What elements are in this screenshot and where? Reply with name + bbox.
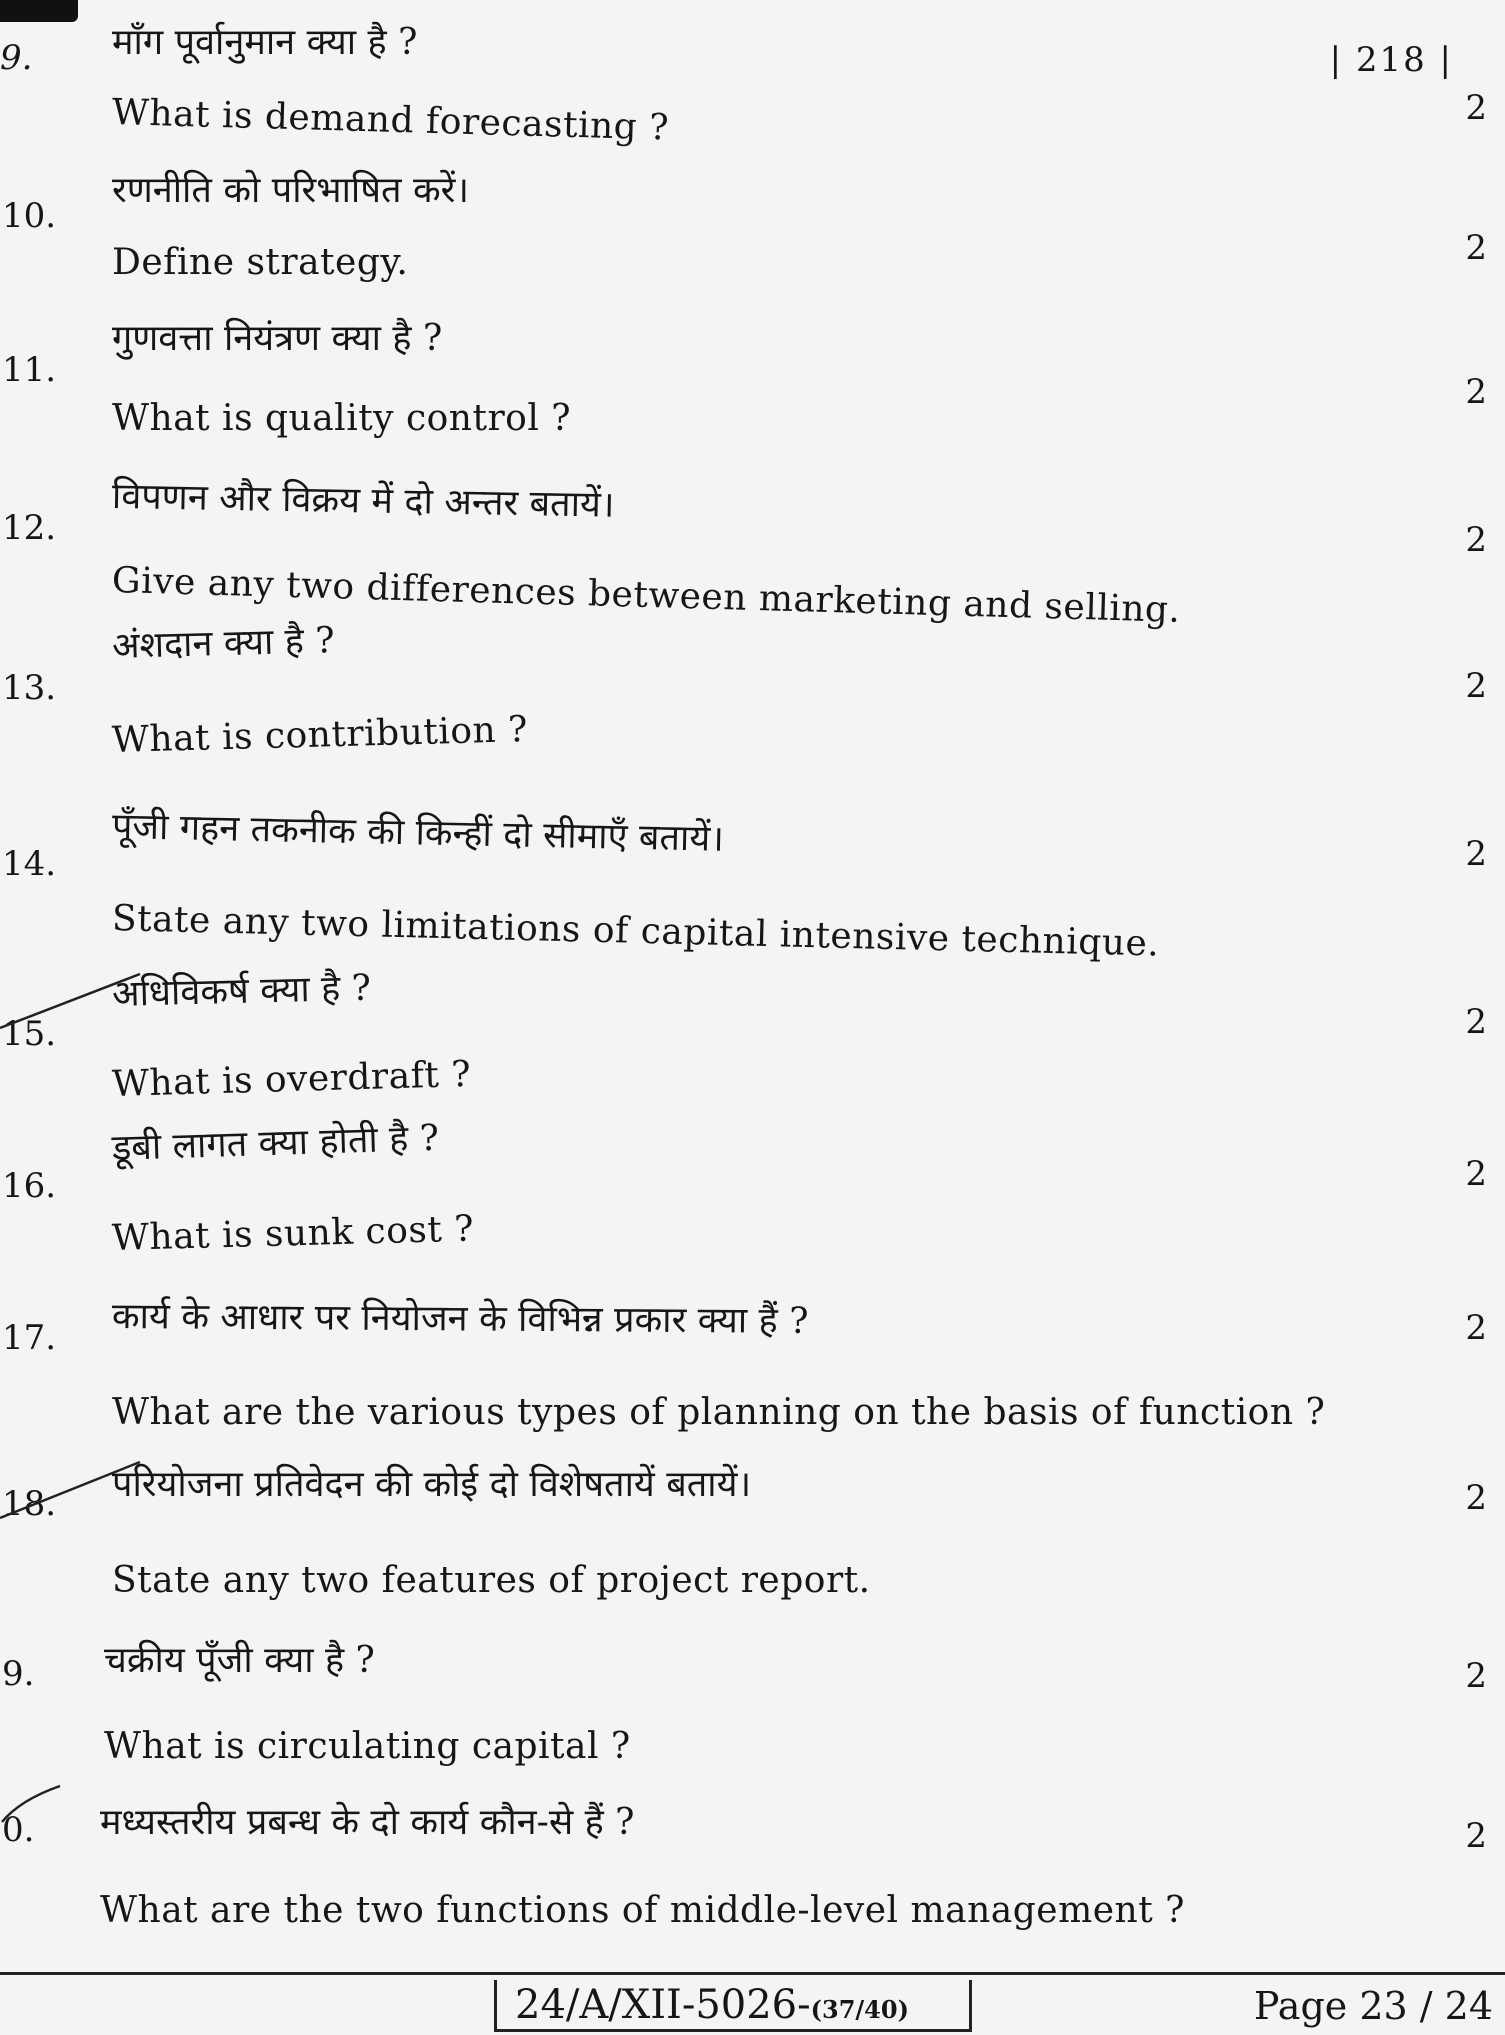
- question-marks: 2: [1465, 1816, 1487, 1856]
- question-hindi: माँग पूर्वानुमान क्या है ?: [112, 22, 418, 63]
- question-marks: 2: [1465, 228, 1487, 268]
- question-marks: 2: [1465, 1656, 1487, 1696]
- question-hindi: परियोजना प्रतिवेदन की कोई दो विशेषतायें बतायें।: [112, 1464, 752, 1505]
- question-hindi: गुणवत्ता नियंत्रण क्या है ?: [112, 318, 443, 359]
- question-marks: 2: [1465, 666, 1487, 706]
- question-number: 0.: [2, 1810, 35, 1850]
- corner-mark: [0, 0, 78, 22]
- question-english: Define strategy.: [112, 242, 409, 283]
- question-marks: 2: [1465, 1308, 1487, 1348]
- question-number: 9.: [0, 38, 33, 78]
- question-marks: 2: [1465, 1002, 1487, 1042]
- question-english: State any two limitations of capital intensive technique.: [111, 898, 1160, 965]
- footer-rule: [0, 1972, 1505, 1975]
- question-hindi: अंशदान क्या है ?: [111, 620, 336, 667]
- question-english: What is overdraft ?: [111, 1053, 472, 1105]
- question-hindi: अधिविकर्ष क्या है ?: [111, 967, 372, 1015]
- paper-code: | 218 |: [1329, 40, 1453, 80]
- question-hindi: विपणन और विक्रय में दो अन्तर बतायें।: [111, 476, 615, 526]
- question-hindi: मध्यस्तरीय प्रबन्ध के दो कार्य कौन-से हैं ?: [100, 1802, 635, 1843]
- question-number: 15.: [2, 1014, 57, 1054]
- footer-paper-code: [494, 1980, 972, 2032]
- question-hindi: कार्य के आधार पर नियोजन के विभिन्न प्रकार क्या हैं ?: [111, 1296, 809, 1342]
- question-marks: 2: [1465, 1154, 1487, 1194]
- question-hindi: रणनीति को परिभाषित करें।: [112, 170, 469, 211]
- question-number: 17.: [2, 1318, 57, 1358]
- question-english: What are the various types of planning on the basis of function ?: [112, 1392, 1326, 1433]
- question-english: What is circulating capital ?: [104, 1726, 631, 1767]
- question-marks: 2: [1465, 834, 1487, 874]
- question-marks: 2: [1465, 520, 1487, 560]
- question-hindi: डूबी लागत क्या होती है ?: [111, 1117, 440, 1169]
- question-english: State any two features of project report.: [112, 1560, 871, 1601]
- question-number: 16.: [2, 1166, 57, 1206]
- question-english: What is demand forecasting ?: [111, 92, 670, 149]
- question-number: 18.: [2, 1484, 57, 1524]
- question-hindi: पूँजी गहन तकनीक की किन्हीं दो सीमाएँ बतायें।: [111, 806, 725, 860]
- question-english: Give any two differences between marketing and selling.: [111, 560, 1182, 631]
- question-number: 9.: [2, 1654, 35, 1694]
- question-english: What is sunk cost ?: [111, 1208, 475, 1259]
- question-number: 11.: [2, 350, 57, 390]
- question-number: 13.: [2, 668, 57, 708]
- question-english: What are the two functions of middle-level management ?: [100, 1890, 1185, 1931]
- question-english: What is quality control ?: [112, 398, 572, 439]
- question-number: 12.: [2, 508, 57, 548]
- question-hindi: चक्रीय पूँजी क्या है ?: [104, 1640, 375, 1681]
- page-number: Page 23 / 24: [1253, 1984, 1493, 2028]
- question-english: What is contribution ?: [111, 709, 529, 761]
- footer-code-main: 24/A/XII-5026-: [515, 1982, 811, 2028]
- question-marks: 2: [1465, 372, 1487, 412]
- question-marks: 2: [1465, 1478, 1487, 1518]
- question-marks: 2: [1465, 88, 1487, 128]
- question-number: 10.: [2, 196, 57, 236]
- footer-code-suffix: (37/40): [810, 1995, 909, 2024]
- question-number: 14.: [2, 844, 57, 884]
